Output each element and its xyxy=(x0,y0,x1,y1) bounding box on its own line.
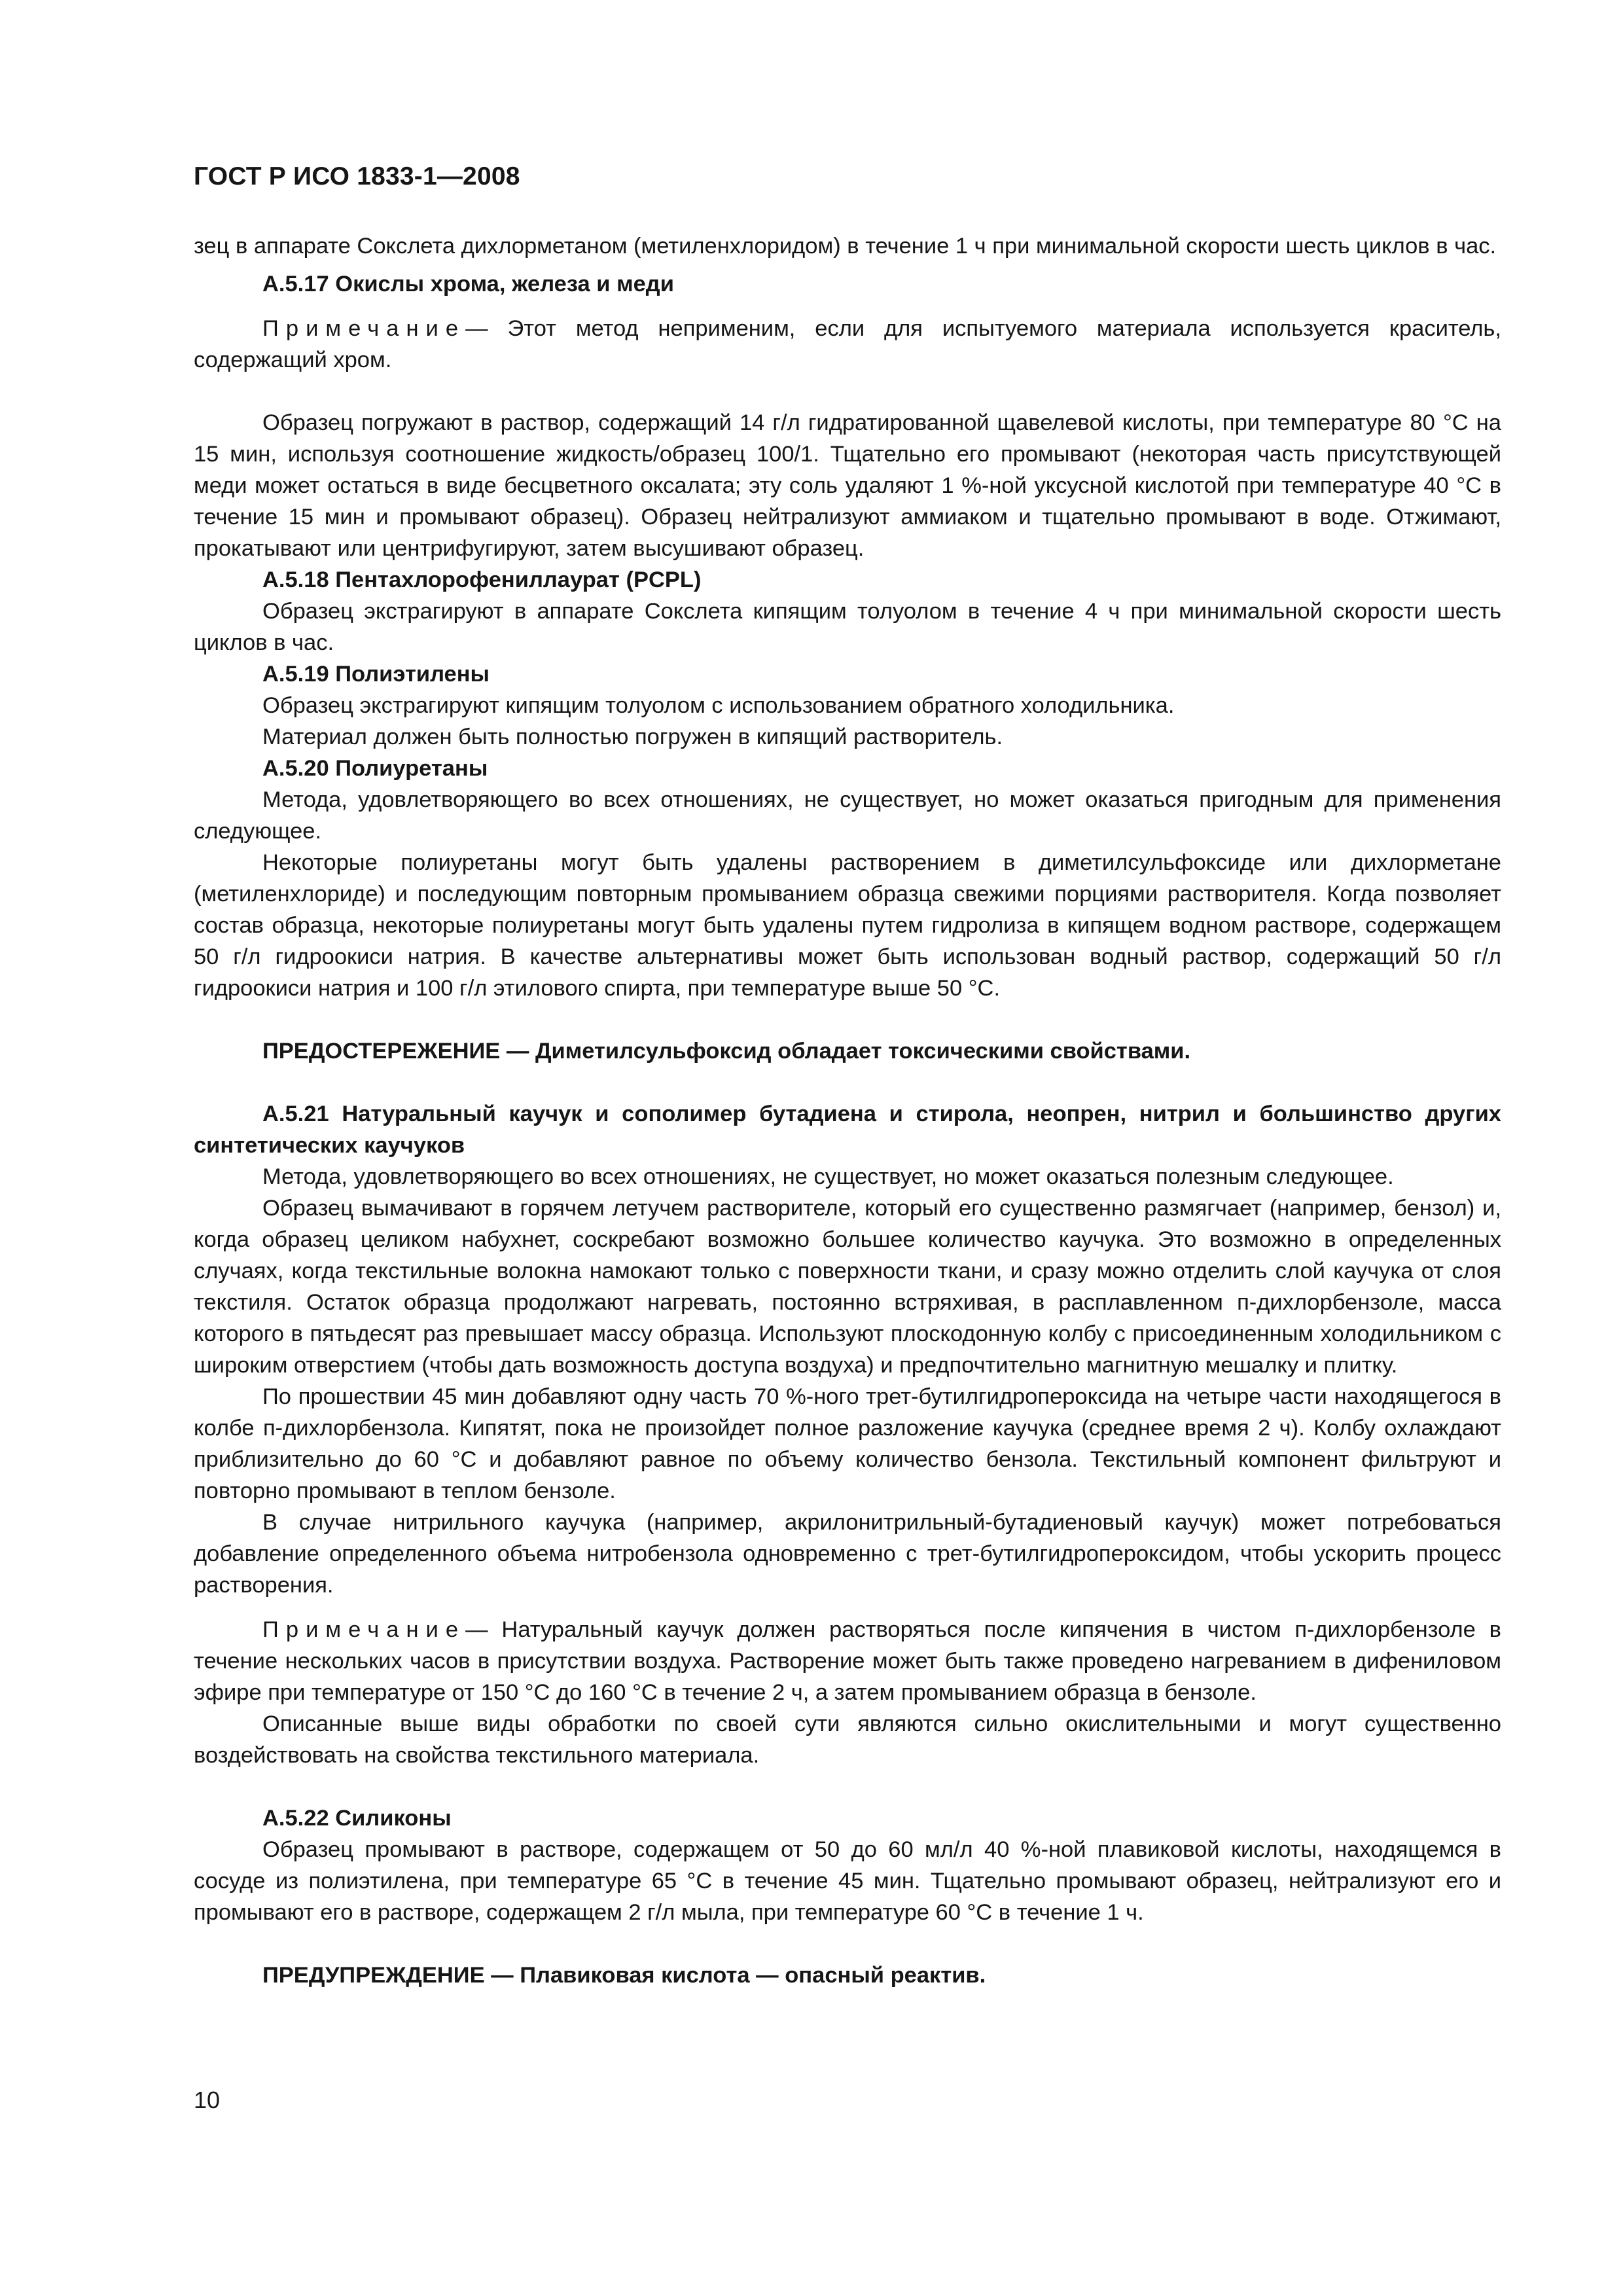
note-text: — Натуральный каучук должен растворяться после кипячения в чистом п-дихлорбензоле в течение нескольких часов в присутствии воздуха. Растворение может быть также проведено нагреванием в дифениловом эфире при температуре от 150 °С до 160 °С в течение 2 ч, а затем промыванием образца в бензоле. xyxy=(194,1617,1501,1705)
paragraph: Образец экстрагируют в аппарате Сокслета кипящим толуолом в течение 4 ч при минимальной скорости шесть циклов в час. xyxy=(194,599,1501,655)
caution-statement: ПРЕДОСТЕРЕЖЕНИЕ — Диметилсульфоксид обладает токсическими свойствами. xyxy=(262,1039,1191,1064)
paragraph: Метода, удовлетворяющего во всех отношениях, не существует, но может оказаться полезным следующее. xyxy=(262,1164,1394,1189)
section-heading-a521: А.5.21 Натуральный каучук и сополимер бутадиена и стирола, неопрен, нитрил и большинство других синтетических каучуков xyxy=(194,1102,1501,1158)
warning-statement: ПРЕДУПРЕЖДЕНИЕ — Плавиковая кислота — опасный реактив. xyxy=(262,1963,986,1988)
paragraph-continuation: зец в аппарате Сокслета дихлорметаном (метиленхлоридом) в течение 1 ч при минимальной скорости шесть циклов в час. xyxy=(194,234,1497,259)
section-heading-a520: А.5.20 Полиуретаны xyxy=(262,756,488,781)
note-label: Примечание xyxy=(262,316,466,341)
paragraph: Материал должен быть полностью погружен в кипящий растворитель. xyxy=(262,725,1003,749)
paragraph: По прошествии 45 мин добавляют одну часть 70 %-ного трет-бутилгидропероксида на четыре части находящегося в колбе п-дихлорбензола. Кипятят, пока не произойдет полное разложение каучука (среднее время 2 ч). Колбу охлаждают приблизительно до 60 °С и добавляют равное по объему количество бензола. Текстильный компонент фильтруют и повторно промывают в теплом бензоле. xyxy=(194,1384,1501,1503)
paragraph: Образец вымачивают в горячем летучем растворителе, который его существенно размягчает (например, бензол) и, когда образец целиком набухнет, соскребают возможно большее количество каучука. Это возможно в определенных случаях, когда текстильные волокна намокают только с поверхности ткани, и сразу можно отделить слой каучука от слоя текстиля. Остаток образца продолжают нагревать, постоянно встряхивая, в расплавленном п-дихлорбензоле, масса которого в пятьдесят раз превышает массу образца. Используют плоскодонную колбу с присоединенным холодильником с широким отверстием (чтобы дать возможность доступа воздуха) и предпочтительно магнитную мешалку и плитку. xyxy=(194,1196,1501,1378)
note-paragraph xyxy=(194,1614,1501,1708)
paragraph: Некоторые полиуретаны могут быть удалены растворением в диметилсульфоксиде или дихлорметане (метиленхлориде) и последующим повторным промыванием образца свежими порциями растворителя. Когда позволяет состав образца, некоторые полиуретаны могут быть удалены путем гидролиза в кипящем водном растворе, содержащем 50 г/л гидроокиси натрия. В качестве альтернативы может быть использован водный раствор, содержащий 50 г/л гидроокиси натрия и 100 г/л этилового спирта, при температуре выше 50 °С. xyxy=(194,850,1501,1001)
note-paragraph xyxy=(194,313,1501,376)
section-heading-a522: А.5.22 Силиконы xyxy=(262,1806,452,1831)
paragraph: Образец экстрагируют кипящим толуолом с использованием обратного холодильника. xyxy=(262,693,1175,718)
document-header: ГОСТ Р ИСО 1833-1—2008 xyxy=(194,162,520,190)
paragraph: В случае нитрильного каучука (например, акрилонитрильный-бутадиеновый каучук) может потребоваться добавление определенного объема нитробензола одновременно с трет-бутилгидропероксидом, чтобы ускорить процесс растворения. xyxy=(194,1510,1501,1598)
paragraph: Метода, удовлетворяющего во всех отношениях, не существует, но может оказаться пригодным для применения следующее. xyxy=(194,787,1501,844)
section-heading-a518: А.5.18 Пентахлорофениллаурат (PCPL) xyxy=(262,567,702,592)
section-heading-a517: А.5.17 Окислы хрома, железа и меди xyxy=(262,272,674,296)
section-heading-a519: А.5.19 Полиэтилены xyxy=(262,662,490,687)
note-label: Примечание xyxy=(262,1617,466,1642)
note-text: — Этот метод неприменим, если для испытуемого материала используется краситель, содержащий хром. xyxy=(194,316,1501,372)
document-body xyxy=(194,230,1501,1991)
paragraph: Образец промывают в растворе, содержащем от 50 до 60 мл/л 40 %-ной плавиковой кислоты, находящемся в сосуде из полиэтилена, при температуре 65 °С в течение 45 мин. Тщательно промывают образец, нейтрализуют его и промывают его в растворе, содержащем 2 г/л мыла, при температуре 60 °С в течение 1 ч. xyxy=(194,1837,1501,1925)
paragraph: Описанные выше виды обработки по своей сути являются сильно окислительными и могут существенно воздействовать на свойства текстильного материала. xyxy=(194,1712,1501,1768)
page-number: 10 xyxy=(194,2087,221,2113)
paragraph: Образец погружают в раствор, содержащий 14 г/л гидратированной щавелевой кислоты, при температуре 80 °С на 15 мин, используя соотношение жидкость/образец 100/1. Тщательно его промывают (некоторая часть присутствующей меди может остаться в виде бесцветного оксалата; эту соль удаляют 1 %-ной уксусной кислотой при температуре 40 °С в течение 15 мин и промывают образец). Образец нейтрализуют аммиаком и тщательно промывают в воде. Отжимают, прокатывают или центрифугируют, затем высушивают образец. xyxy=(194,410,1501,561)
